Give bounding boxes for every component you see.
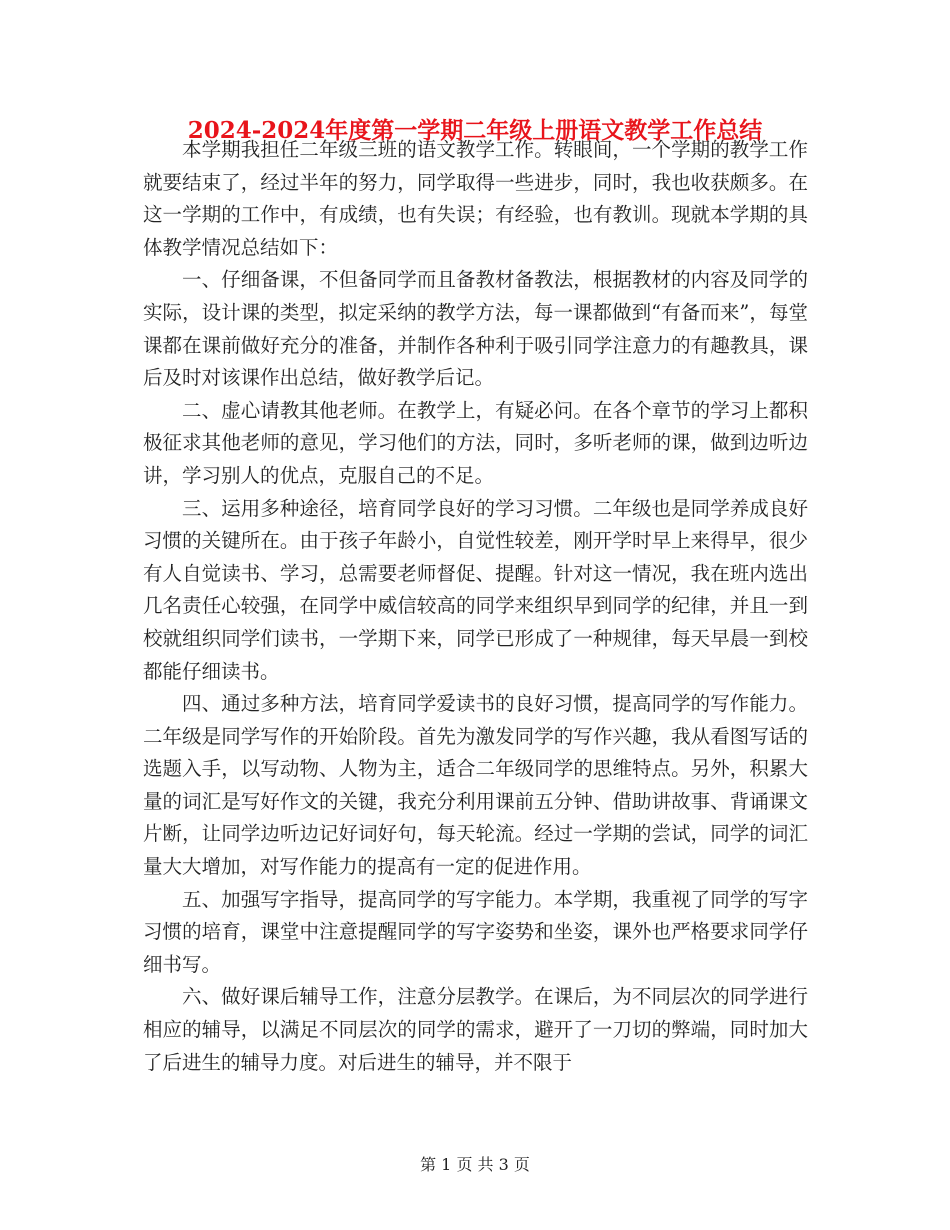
document-body — [143, 134, 808, 1079]
paragraph-intro: 本学期我担任二年级三班的语文教学工作。转眼间，一个学期的教学工作就要结束了，经过半年的努力，同学取得一些进步，同时，我也收获颇多。在这一学期的工作中，有成绩，也有失误；有经验，也有教训。现就本学期的具体教学情况总结如下： — [143, 138, 808, 259]
paragraph-4: 四、通过多种方法，培育同学爱读书的良好习惯，提高同学的写作能力。二年级是同学写作的开始阶段。首先为激发同学的写作兴趣，我从看图写话的选题入手，以写动物、人物为主，适合二年级同学的思维特点。另外，积累大量的词汇是写好作文的关键，我充分利用课前五分钟、借助讲故事、背诵课文片断，让同学边听边记好词好句，每天轮流。经过一学期的尝试，同学的词汇量大大增加，对写作能力的提高有一定的促进作用。 — [143, 692, 808, 879]
paragraph-5: 五、加强写字指导，提高同学的写字能力。本学期，我重视了同学的写字习惯的培育，课堂中注意提醒同学的写字姿势和坐姿，课外也严格要求同学仔细书写。 — [143, 887, 808, 976]
paragraph-2: 二、虚心请教其他老师。在教学上，有疑必问。在各个章节的学习上都积极征求其他老师的意见，学习他们的方法，同时，多听老师的课，做到边听边讲，学习别人的优点，克服自己的不足。 — [143, 398, 808, 487]
paragraph-3: 三、运用多种途径，培育同学良好的学习习惯。二年级也是同学养成良好习惯的关键所在。由于孩子年龄小，自觉性较差，刚开学时早上来得早，很少有人自觉读书、学习，总需要老师督促、提醒。针对这一情况，我在班内选出几名责任心较强，在同学中威信较高的同学来组织早到同学的纪律，并且一到校就组织同学们读书，一学期下来，同学已形成了一种规律，每天早晨一到校都能仔细读书。 — [143, 496, 808, 683]
paragraph-1: 一、仔细备课，不但备同学而且备教材备教法，根据教材的内容及同学的实际，设计课的类型，拟定采纳的教学方法，每一课都做到“有备而来”，每堂课都在课前做好充分的准备，并制作各种利于吸引同学注意力的有趣教具，课后及时对该课作出总结，做好教学后记。 — [143, 268, 808, 390]
document-title: 2024-2024年度第一学期二年级上册语文教学工作总结 — [187, 117, 763, 144]
page-number-footer: 第 1 页 共 3 页 — [420, 1155, 530, 1174]
paragraph-6: 六、做好课后辅导工作，注意分层教学。在课后，为不同层次的同学进行相应的辅导，以满足不同层次的同学的需求，避开了一刀切的弊端，同时加大了后进生的辅导力度。对后进生的辅导，并不限于 — [143, 985, 808, 1074]
